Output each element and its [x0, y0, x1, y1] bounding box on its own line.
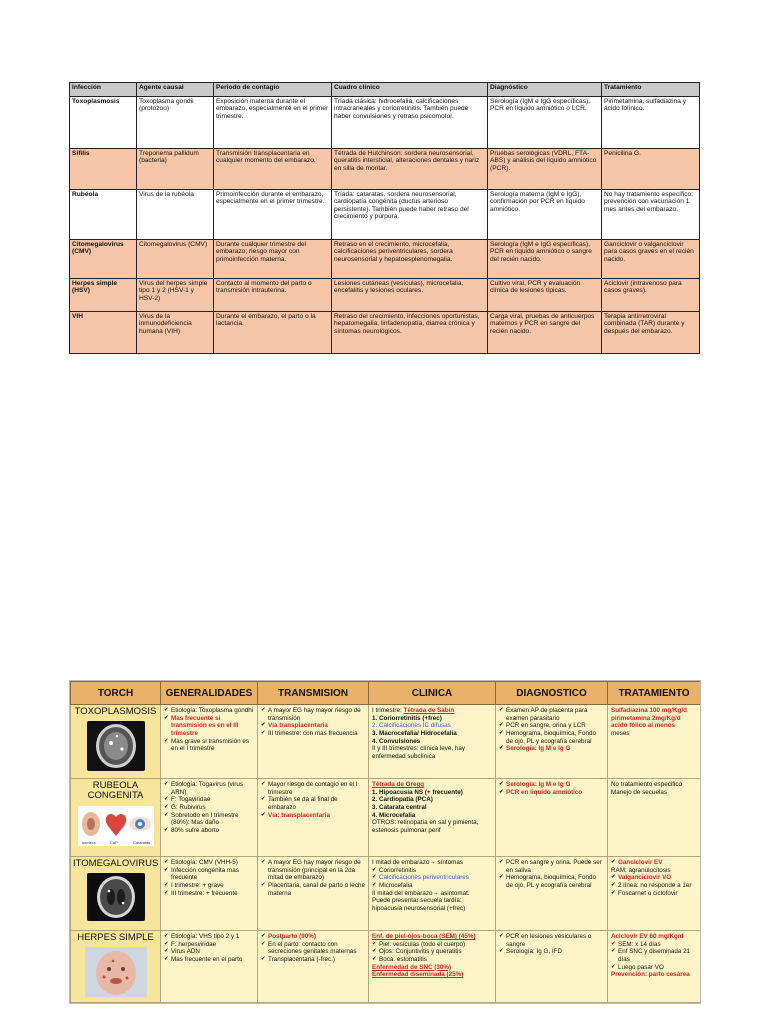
list-item: Enfermedad de SNC (30%)	[372, 963, 452, 971]
list-item: Aciclovir EV 60 mg/Kg/d	[611, 933, 684, 940]
list-item: ✔ Coriorretinitis	[372, 867, 492, 875]
list-item: ✔ Mayor riesgo de contagio en el I trimestre	[261, 781, 365, 796]
diagnostico-cell	[496, 931, 608, 1003]
cell-periodo: Primoinfección durante el embarazo, especialmente en el primer trimestre.	[214, 190, 332, 240]
image-label-cap: CaP	[109, 839, 118, 845]
cell-tratamiento: Aciclovir (intravenoso para casos graves).	[602, 279, 700, 312]
brain-ct-image	[87, 873, 145, 921]
cell-agente: Virus de la rubéola	[137, 190, 214, 240]
cell-cuadro: Retraso del crecimiento, infecciones oportunistas, hepatomegalia, linfadenopatía, diarrea crónica y síntomas neurológicos.	[332, 312, 488, 354]
generalidades-cell	[161, 779, 258, 857]
list-item: ✔ Enf SNC y diseminada 21 días	[611, 948, 697, 963]
list-item: ✔ Serología: Ig M e Ig G	[499, 781, 604, 789]
cell-infeccion: Citomegalovirus (CMV)	[70, 240, 137, 279]
header-infeccion: Infección	[70, 83, 137, 97]
torch-name: RUBEOLA CONGENITA	[87, 780, 144, 802]
cell-periodo: Durante el embarazo, el parto o la lactancia.	[214, 312, 332, 354]
clinica-cell	[369, 705, 496, 779]
list-item: ✔ Mas frecuente si transmisión es en el III trimestre	[164, 715, 254, 738]
list-item: ✔ PCR en sangre, orina y LCR	[499, 722, 604, 730]
cell-tratamiento: Penicilina G.	[602, 149, 700, 190]
rubeola-symptoms-image	[78, 806, 154, 846]
tratamiento-cell	[608, 931, 701, 1003]
cell-cuadro: Tétrada de Hutchinson: sordera neurosensorial, queratitis intersticial, alteraciones dentales y nariz en silla de montar.	[332, 149, 488, 190]
list-item: ✔ F: Togaviridae	[164, 796, 254, 804]
cell-diagnostico: Serología (IgM e IgG específicas), PCR en líquido amniótico o sangre del recién nacido.	[488, 240, 602, 279]
list-item: ✔ III trimestre: + frecuente	[164, 890, 254, 898]
header-generalidades: GENERALIDADES	[161, 682, 258, 705]
list-item: ✔ Calcificaciones periventriculares	[372, 874, 492, 882]
torch-name: HERPES SIMPLE	[77, 932, 154, 943]
cell-infeccion: Toxoplasmosis	[70, 97, 137, 149]
list-item: ✔ También se da al final de embarazo	[261, 796, 365, 811]
list-item: ✔ Boca: estomatitis	[372, 956, 492, 964]
list-item: ✔ A mayor EG hay mayor riesgo de transmisión (principal en la 2da mitad de embarazo)	[261, 859, 365, 882]
torch-cell	[71, 705, 161, 779]
cell-infeccion: Herpes simple (HSV)	[70, 279, 137, 312]
torch-cell	[71, 857, 161, 931]
list-item: 2. Cardiopatía (PCA)	[372, 796, 433, 804]
header-periodo: Periodo de contagio	[214, 83, 332, 97]
header-diagnostico: DIAGNOSTICO	[496, 682, 608, 705]
list-item: 4. Microcefalia	[372, 811, 416, 819]
list-item: 3. Catarata central	[372, 804, 427, 812]
list-item: Manejo de secuelas	[611, 788, 668, 796]
header-torch: TORCH	[71, 682, 161, 705]
list-item: Prevención: parto cesárea	[611, 971, 690, 979]
torch-detail-table	[70, 681, 701, 1003]
cell-tratamiento: Ganciclovir o valganciclovir para casos graves en el recién nacido.	[602, 240, 700, 279]
torch-name: ITOMEGALOVIRUS	[73, 858, 159, 869]
image-label-sordera: sordera	[81, 839, 96, 845]
torch-slide-image	[69, 680, 701, 1004]
cell-infeccion: VIH	[70, 312, 137, 354]
table-header-row	[71, 682, 701, 705]
list-item: ✔ Etiología: Toxoplasma gondhi	[164, 707, 254, 715]
cell-diagnostico: Pruebas serológicas (VDRL, FTA-ABS) y análisis del líquido amniótico (PCR).	[488, 149, 602, 190]
list-item: ✔ PCR en sangre y orina. Puede ser en saliva	[499, 859, 604, 874]
list-item: RAM: agranulocitosis	[611, 866, 671, 874]
list-item: ✔ Foscarnet o ciclofovir	[611, 890, 697, 898]
list-item: pirimetamina 2mg/Kg/d	[611, 714, 681, 722]
list-item: ✔ Valganciclovir VO	[611, 874, 697, 882]
list-item: meses	[611, 730, 630, 738]
header-clinica: CLINICA	[369, 682, 496, 705]
table-row	[71, 779, 701, 857]
transmision-cell	[258, 931, 369, 1003]
cell-agente: Toxoplasma gondii (protozoo)	[137, 97, 214, 149]
list-item: ✔ Hemograma, bioquímica, Fondo de ojo, PL y ecografía cerebral	[499, 730, 604, 745]
list-item: ✔ Postparto (90%)	[261, 933, 365, 941]
cell-cuadro: Tríada: cataratas, sordera neurosensorial, cardiopatía congénita (ductus arterioso persistente). También puede haber retraso del crecimiento y púrpura.	[332, 190, 488, 240]
torch-cell	[71, 931, 161, 1003]
list-item: OTROS: retinopatía en sal y pimienta, estenosis pulmonar perif	[372, 819, 479, 835]
list-item: II mitad del embarazo→ asintomat.	[372, 889, 470, 897]
list-item: ✔ Sobretodo en I trimestre (80%): Mas daño	[164, 812, 254, 827]
header-agente: Agente causal	[137, 83, 214, 97]
cell-cuadro: Lesiones cutáneas (vesículas), microcefalia, encefalitis y lesiones oculares.	[332, 279, 488, 312]
cell-tratamiento: Pirimetamina, sulfadiazina y ácido folínico.	[602, 97, 700, 149]
cell-cuadro: Retraso en el crecimiento, microcefalia, calcificaciones periventriculares, sordera neurosensorial y hepatoesplenomegalia.	[332, 240, 488, 279]
transmision-cell	[258, 779, 369, 857]
torch-cell	[71, 779, 161, 857]
table-header-row	[70, 83, 700, 97]
table-row	[70, 312, 700, 354]
list-item: ✔ Ganciclovir EV	[611, 859, 697, 867]
list-item: ✔ En el parto: contacto con secreciones genitales maternas	[261, 941, 365, 956]
cell-periodo: Contacto al momento del parto o transmisión intrauterina.	[214, 279, 332, 312]
newborn-herpes-image	[85, 947, 147, 997]
diagnostico-cell	[496, 705, 608, 779]
clinica-title	[372, 707, 492, 715]
list-item: II y III trimestres: clínica leve, hay enfermedad subclínica	[372, 745, 466, 761]
cell-agente: Citomegalovirus (CMV)	[137, 240, 214, 279]
list-item: 4. Convulsiones	[372, 737, 421, 745]
diagnostico-cell	[496, 779, 608, 857]
table-row	[70, 279, 700, 312]
clinica-title: Tétrada de Gregg	[372, 781, 425, 788]
list-item: ✔ 80% sufre aborto	[164, 827, 254, 835]
clinica-title-highlight: Tétrada de Sabin	[403, 707, 455, 714]
cell-diagnostico: Carga viral, pruebas de anticuerpos maternos y PCR en sangre del recién nacido.	[488, 312, 602, 354]
clinica-cell	[369, 779, 496, 857]
list-item: I mitad de embarazo→ síntomas	[372, 859, 463, 866]
cell-diagnostico: Serología materna (IgM e IgG), confirmación por PCR en líquido amniótico.	[488, 190, 602, 240]
list-item: ✔ Vía transplacentaria	[261, 722, 365, 730]
list-item: ✔ G: Rubivirus	[164, 804, 254, 812]
list-item: ✔ Transplacentaria (-frec.)	[261, 956, 365, 964]
list-item: ✔ Virus ADN	[164, 948, 254, 956]
list-item: ✔ Etiología: Togavirus (virus ARN)	[164, 781, 254, 796]
list-item: Enf. de piel-ojos-boca (SEM) (45%)	[372, 933, 476, 940]
list-item: Sulfadiazina 100 mg/Kg/d	[611, 707, 687, 714]
list-item: Enfermedad diseminada (25%)	[372, 971, 464, 979]
list-item: ✔ III trimestre: con mas frecuencia	[261, 730, 365, 738]
cell-tratamiento: Terapia antirretroviral combinada (TAR) durante y después del embarazo.	[602, 312, 700, 354]
list-item: ✔ SEM: x 14 días	[611, 941, 697, 949]
table-row	[70, 97, 700, 149]
list-item: ✔ Piel: vesículas (todo el cuerpo)	[372, 941, 492, 949]
generalidades-cell	[161, 705, 258, 779]
list-item: acido fólico al menos	[611, 722, 676, 730]
clinica-cell	[369, 857, 496, 931]
header-diagnostico: Diagnóstico	[488, 83, 602, 97]
table-row	[70, 149, 700, 190]
list-item: ✔ I trimestre: + grave	[164, 882, 254, 890]
list-item	[164, 859, 254, 867]
cell-diagnostico: Cultivo viral, PCR y evaluación clínica de lesiones típicas.	[488, 279, 602, 312]
transmision-cell	[258, 857, 369, 931]
cell-periodo: Exposición materna durante el embarazo, especialmente en el primer trimestre.	[214, 97, 332, 149]
list-item: ✔ Vía: transplacentaria	[261, 812, 365, 820]
list-item: ✔ Mas grave si transmisión es en el I trimestre	[164, 738, 254, 753]
cell-infeccion: Sífilis	[70, 149, 137, 190]
generalidades-cell	[161, 931, 258, 1003]
list-item: Puede presentar secuela tardía: hipoacusia neurosensorial (+frec)	[372, 897, 466, 913]
list-item: ✔ Examen AP de placenta para examen parasitario	[499, 707, 604, 722]
list-item: 1. Hipoacusia NS (+ frecuente)	[372, 788, 463, 796]
brain-ct-image	[87, 721, 145, 771]
list-item: 2. Calcificaciones IC difusas	[372, 722, 451, 730]
tratamiento-cell	[608, 857, 701, 931]
list-item: ✔ Hemograma, bioquímica, Fondo de ojo, PL y ecografía cerebral	[499, 874, 604, 889]
list-item: ✔ Placentaria, canal de parto o leche materna	[261, 882, 365, 897]
list-item: No tratamiento especifico	[611, 781, 683, 788]
header-tratamiento: Tratamiento	[602, 83, 700, 97]
cell-agente: Virus de la inmunodeficiencia humana (VIH)	[137, 312, 214, 354]
torch-name: TOXOPLASMOSIS	[74, 706, 157, 717]
transmision-cell	[258, 705, 369, 779]
header-transmision: TRANSMISION	[258, 682, 369, 705]
list-item: 1. Coriorretinitis (+frec)	[372, 714, 442, 722]
list-item: ✔ Serología: Ig G, IFD	[499, 948, 604, 956]
cell-infeccion: Rubéola	[70, 190, 137, 240]
table-row	[70, 240, 700, 279]
list-item: ✔ F: herpesviridae	[164, 941, 254, 949]
list-item: ✔ Mas frecuente en el parto	[164, 956, 254, 964]
list-item: ✔ Serología: Ig M e Ig G	[499, 745, 604, 753]
list-item: ✔ Ojos: Conjuntivitis y queratitis	[372, 948, 492, 956]
clinica-title-label: I trimestre:	[372, 707, 404, 714]
list-item: ✔ Microcefalia	[372, 882, 492, 890]
cell-diagnostico: Serología (IgM e IgG específicas), PCR en líquido amniótico o LCR.	[488, 97, 602, 149]
clinica-cell	[369, 931, 496, 1003]
list-item: ✔ Luego pasar VO	[611, 964, 697, 972]
tratamiento-cell	[608, 779, 701, 857]
generalidades-cell	[161, 857, 258, 931]
tratamiento-cell	[608, 705, 701, 779]
cell-periodo: Transmisión transplacentaria en cualquier momento del embarazo.	[214, 149, 332, 190]
list-item: ✔ Infección congénita mas frecuente	[164, 867, 254, 882]
cell-tratamiento: No hay tratamiento específico; prevención con vacunación 1 mes antes del embarazo.	[602, 190, 700, 240]
list-item: ✔ A mayor EG hay mayor riesgo de transmisión	[261, 707, 365, 722]
list-item: ✔ PCR en liquido amniótico	[499, 789, 604, 797]
diagnostico-cell	[496, 857, 608, 931]
torch-summary-table	[69, 82, 700, 354]
list-item: ✔ PCR en lesiones vesiculares o sangre	[499, 933, 604, 948]
cell-periodo: Durante cualquier trimestre del embarazo; riesgo mayor con primoinfección materna.	[214, 240, 332, 279]
table-row	[71, 931, 701, 1003]
table-row	[71, 857, 701, 931]
list-item: ✔ Etiología: VHS tipo 2 y 1	[164, 933, 254, 941]
table-row	[70, 190, 700, 240]
image-label-cataratas: Cataratas	[132, 839, 150, 845]
header-cuadro: Cuadro clínico	[332, 83, 488, 97]
cell-cuadro: Tríada clásica: hidrocefalia, calcificaciones intracraneales y coriorretinitis. También puede haber convulsiones y retraso psicomotor.	[332, 97, 488, 149]
list-item: 3. Macrocefalia/ Hidrocefalia	[372, 730, 457, 738]
table-row	[71, 705, 701, 779]
cell-agente: Virus del herpes simple tipo 1 y 2 (HSV-1 y HSV-2)	[137, 279, 214, 312]
list-item: ✔ 2 línea: no responde a 1er	[611, 882, 697, 890]
cell-agente: Treponema pallidum (bacteria)	[137, 149, 214, 190]
header-tratamiento: TRATAMIENTO	[608, 682, 701, 705]
list-item-text: Etiología: CMV (VHH-5)	[171, 859, 238, 866]
